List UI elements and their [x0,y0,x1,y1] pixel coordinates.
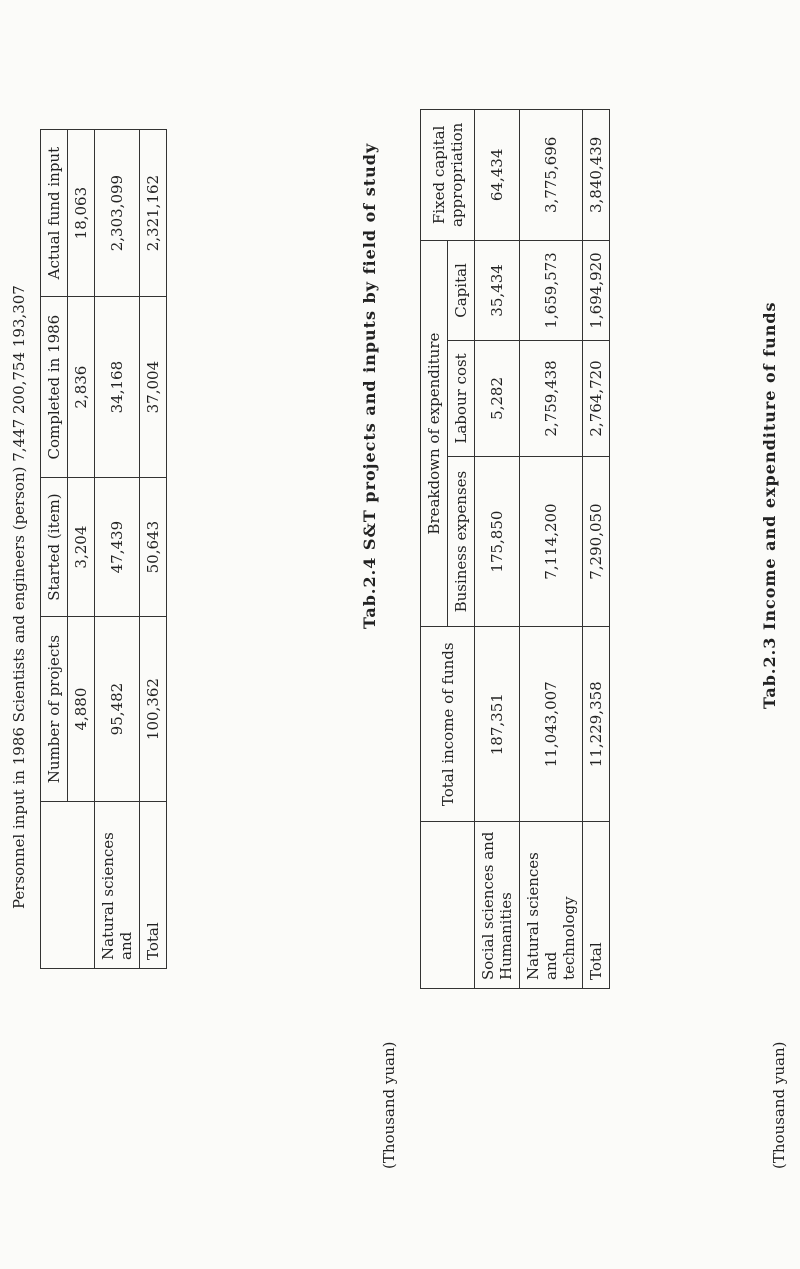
personnel-value-2: 200,754 [10,351,28,415]
table-cell: 18,063 [68,130,95,297]
table-cell: 37,004 [140,297,167,478]
table-cell: 3,840,439 [583,110,610,241]
table-2-3 [420,109,610,989]
table-header [421,822,475,989]
personnel-head-3: (person) [10,466,28,531]
row-label: Natural sciences and [95,802,140,969]
table-2-4 [40,129,167,969]
table-cell: 5,282 [475,341,520,457]
row-label: Total [140,802,167,969]
unit-note: (Thousand yuan) [380,1041,398,1169]
table-cell: 1,659,573 [520,240,583,340]
table-header [421,110,475,241]
row-label-line-2: technology [560,896,578,980]
table-row [95,130,140,969]
table-cell: 2,836 [68,297,95,478]
table-2-4-caption: Tab.2.4 S&T projects and inputs by field of study [360,142,379,629]
table-header: Actual fund input [41,130,68,297]
table-cell: 47,439 [95,478,140,617]
table-2-3-caption: Tab.2.3 Income and expenditure of funds [760,301,779,709]
row-label-line-1: Social sciences and [479,831,497,980]
table-cell: 2,303,099 [95,130,140,297]
table-cell: 4,880 [68,617,95,802]
table-cell: 1,694,920 [583,240,610,340]
table-cell: 175,850 [475,456,520,627]
personnel-label [10,285,28,909]
table-cell: 3,775,696 [520,110,583,241]
table-header: Total income of funds [421,627,475,822]
fixed-capital-head: Fixed capital [429,125,448,225]
table-row [583,110,610,989]
row-label [520,822,583,989]
table-row [421,110,448,989]
row-label: Total [583,822,610,989]
table-row [41,130,68,969]
row-label-line-2: Humanities [497,892,515,980]
table-header: Business expenses [448,456,475,627]
table-cell: 187,351 [475,627,520,822]
table-cell: 3,204 [68,478,95,617]
table-cell: 50,643 [140,478,167,617]
personnel-label-text: Personnel input [10,789,28,909]
table-header: Labour cost [448,341,475,457]
table-cell: 34,168 [95,297,140,478]
table-cell: 2,321,162 [140,130,167,297]
table-header: Started (item) [41,478,68,617]
table-header: Capital [448,240,475,340]
table-cell: 100,362 [140,617,167,802]
personnel-year: in 1986 [10,727,28,785]
table-cell: 2,759,438 [520,341,583,457]
table-cell: 2,764,720 [583,341,610,457]
table-header: Number of projects [41,617,68,802]
table-header: Completed in 1986 [41,297,68,478]
personnel-head-2: engineers [10,535,28,611]
table-cell: 64,434 [475,110,520,241]
unit-note-bottom: (Thousand yuan) [770,1041,788,1169]
table-header [41,802,95,969]
table-cell: 7,114,200 [520,456,583,627]
table-row [475,110,520,989]
table-cell: 11,229,358 [583,627,610,822]
table-group-header: Breakdown of expenditure [421,240,448,627]
personnel-head-1: Scientists and [10,615,28,723]
table-cell: 95,482 [95,617,140,802]
table-cell: 7,290,050 [583,456,610,627]
table-cell: 35,434 [475,240,520,340]
table-cell: 11,043,007 [520,627,583,822]
table-row [140,130,167,969]
personnel-value-1: 7,447 [10,418,28,462]
appropriation-head: appropriation [447,122,466,228]
table-row [520,110,583,989]
personnel-value-3: 193,307 [10,285,28,348]
row-label [475,822,520,989]
row-label-line-1: Natural sciences and [524,852,560,980]
